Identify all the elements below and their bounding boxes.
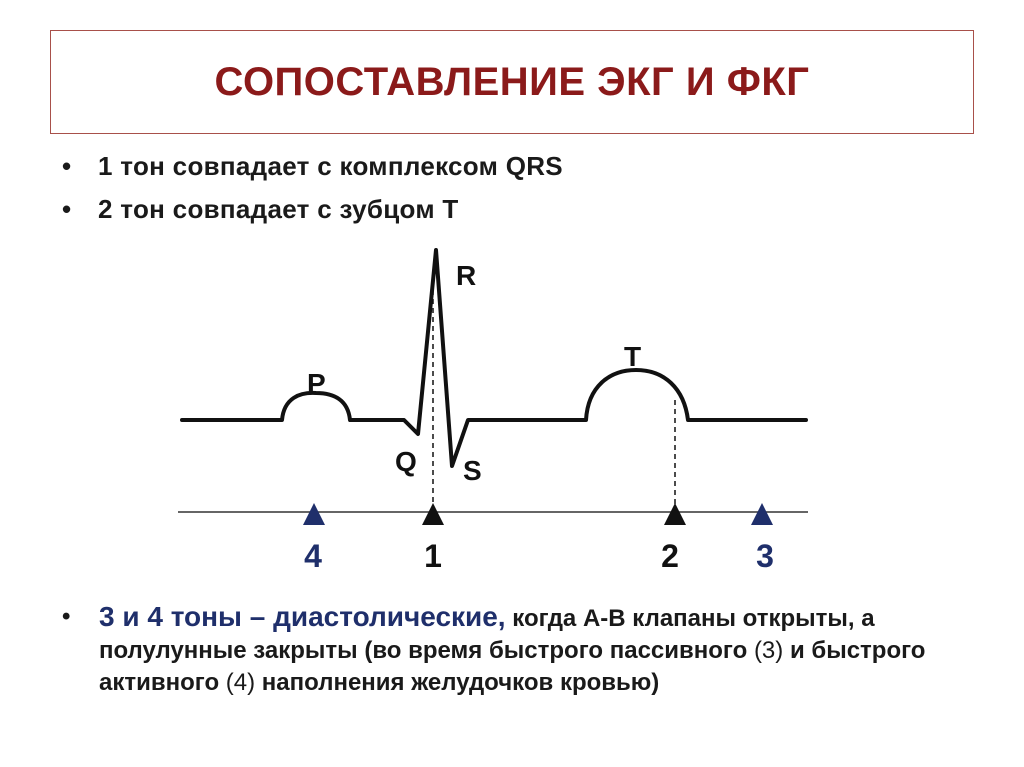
bullet-dot: •	[62, 151, 72, 181]
diastolic-note	[62, 601, 982, 699]
tone-2-marker	[664, 503, 686, 525]
wave-label-t: T	[624, 341, 642, 372]
bullet-dot: •	[62, 194, 72, 224]
tone-4-label: 4	[304, 538, 322, 574]
wave-label-r: R	[456, 260, 477, 291]
bullet-dot: •	[62, 603, 71, 630]
tone-1-label: 1	[424, 538, 442, 574]
tone-3-label: 3	[756, 538, 774, 574]
diastolic-note-text	[99, 601, 982, 699]
note-part-3: наполнения желудочков кровью)	[255, 669, 660, 696]
wave-label-p: P	[307, 368, 326, 399]
note-part-2: и быстрого активного	[99, 637, 926, 696]
note-paren-3: (3)	[753, 637, 784, 664]
tone-1-marker	[422, 503, 444, 525]
bullet-text-2: 2 тон совпадает с зубцом Т	[98, 194, 459, 224]
tone-2-label: 2	[661, 538, 679, 574]
note-part-1: когда А-В клапаны открыты, а полулунные закрыты (во время быстрого пассивного	[99, 605, 875, 664]
diastolic-highlight: 3 и 4 тоны – диастолические,	[99, 601, 506, 632]
tone-3-marker	[751, 503, 773, 525]
wave-label-q: Q	[395, 446, 417, 477]
note-paren-4: (4)	[225, 669, 256, 696]
tone-4-marker	[303, 503, 325, 525]
ecg-trace	[182, 250, 806, 466]
wave-label-s: S	[463, 455, 482, 486]
slide-title: СОПОСТАВЛЕНИЕ ЭКГ И ФКГ	[214, 59, 810, 104]
bullet-text-1: 1 тон совпадает с комплексом QRS	[98, 151, 563, 181]
